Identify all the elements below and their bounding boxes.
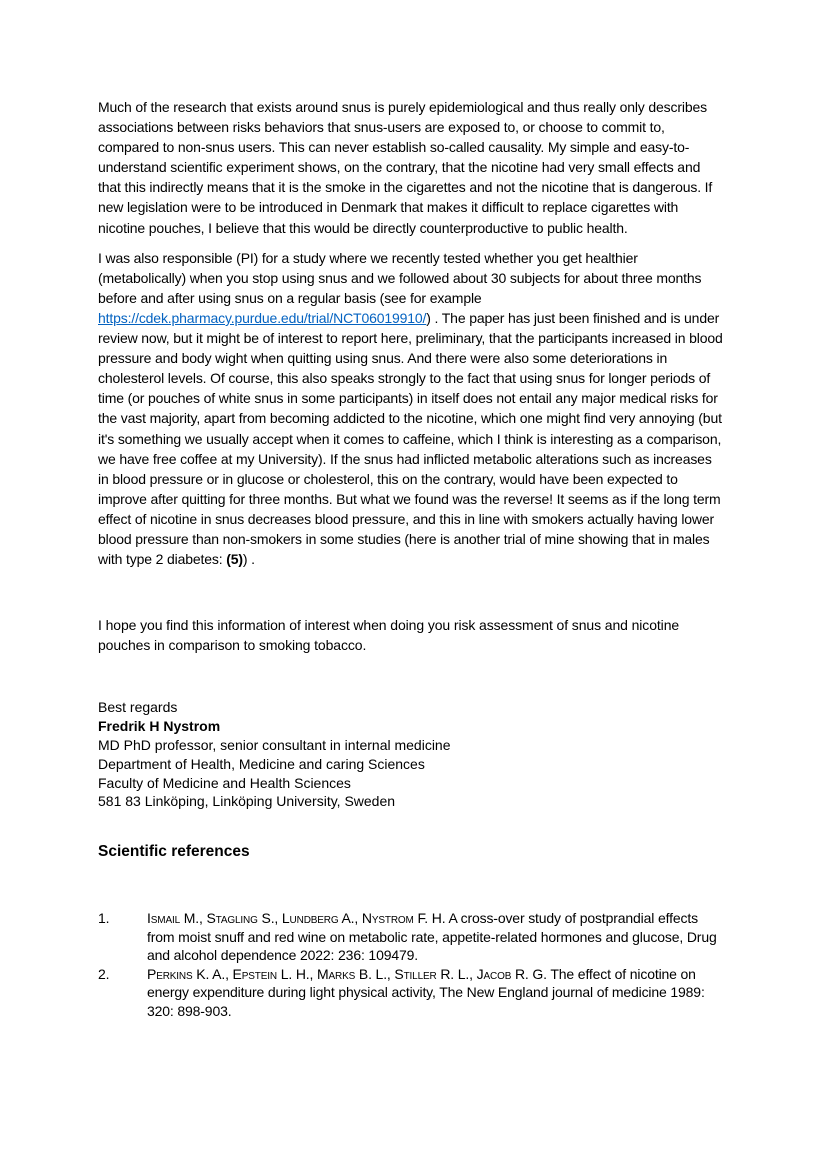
paragraph-closing: I hope you find this information of interest when doing you risk assessment of snus and nicotine pouches in comparison to smoking tobacco.: [98, 617, 680, 654]
reference-item: [98, 909, 724, 965]
reference-authors: Perkins K. A., Epstein L. H., Marks B. L., Stiller R. L., Jacob R. G.: [147, 965, 547, 982]
reference-authors: Ismail M., Stagling S., Lundberg A., Nystrom F. H.: [147, 910, 446, 927]
citation-marker: (5): [226, 551, 243, 568]
paragraph-study-text-2: ) . The paper has just been finished and is under review now, but it might be of interest to report here, preliminary, that the participants increased in blood pressure and body wight when quitting using snus. And there were also some deteriorations in cholesterol levels. Of course, this also speaks strongly to the fact that using snus for longer periods of time (or pouches of white snus in some participants) in itself does not entail any major medical risks for the vast majority, apart from becoming addicted to the nicotine, which one might find very annoying (but it's something we usually accept when it comes to caffeine, which I think is interesting as a comparison, we have free coffee at my University). If the snus had inflicted metabolic alterations such as increases in blood pressure or in glucose or cholesterol, this on the contrary, would have been expected to improve after quitting for three months. But what we found was the reverse! It seems as if the long term effect of nicotine in snus decreases blood pressure, and this in line with smokers actually having lower blood pressure than non-smokers in some studies (here is another trial of mine showing that in males with type 2 diabetes:: [98, 309, 723, 568]
reference-text: The effect of nicotine on energy expenditure during light physical activity, The New England journal of medicine 1989: 320: 898-903.: [147, 965, 705, 1019]
signature-block: [98, 698, 724, 811]
paragraph-study-text-end: ) .: [242, 551, 255, 568]
reference-number: 2.: [98, 965, 110, 982]
paragraph-study-text-1: I was also responsible (PI) for a study where we recently tested whether you get healthier (metabolically) when you stop using snus and we followed about 30 subjects for about three months before and after using snus on a regular basis (see for example: [98, 249, 702, 306]
closing-line: Best regards: [98, 699, 178, 716]
paragraph-study: [98, 248, 724, 570]
reference-item: [98, 965, 724, 1021]
signer-department: Department of Health, Medicine and caring Sciences: [98, 755, 425, 772]
references-heading: Scientific references: [98, 843, 250, 861]
letter-page: [98, 97, 724, 1020]
references-list: [98, 909, 724, 1020]
signer-name: Fredrik H Nystrom: [98, 718, 221, 735]
trial-link[interactable]: https://cdek.pharmacy.purdue.edu/trial/NCT06019910/: [98, 309, 427, 326]
signer-title: MD PhD professor, senior consultant in internal medicine: [98, 736, 451, 753]
reference-number: 1.: [98, 910, 110, 927]
paragraph-causality: Much of the research that exists around snus is purely epidemiological and thus really only describes associations between risks behaviors that snus-users are exposed to, or choose to commit to, compared to non-snus users. This can never establish so-called causality. My simple and easy-to-understand scientific experiment shows, on the contrary, that the nicotine had very small effects and that this indirectly means that it is the smoke in the cigarettes and not the nicotine that is dangerous. If new legislation were to be introduced in Denmark that makes it difficult to replace cigarettes with nicotine pouches, I believe that this would be directly counterproductive to public health.: [98, 99, 713, 236]
signer-address: 581 83 Linköping, Linköping University, Sweden: [98, 793, 396, 810]
reference-text: A cross-over study of postprandial effects from moist snuff and red wine on metabolic rate, appetite-related hormones and glucose, Drug and alcohol dependence 2022: 236: 109479.: [147, 910, 717, 964]
signer-faculty: Faculty of Medicine and Health Sciences: [98, 774, 351, 791]
